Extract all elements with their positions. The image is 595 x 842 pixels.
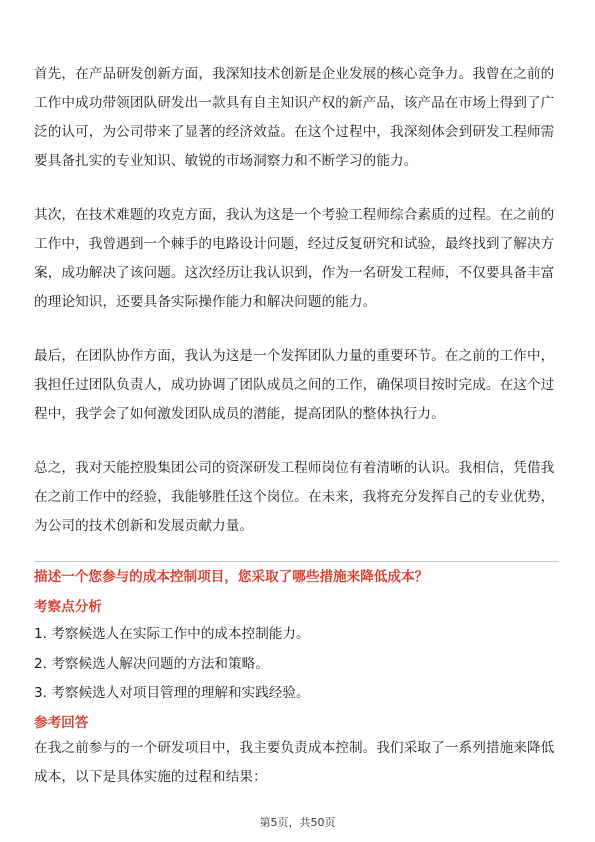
page-number: 第5页，共50页 — [259, 816, 336, 829]
analysis-item: 1. 考察候选人在实际工作中的成本控制能力。 — [34, 626, 310, 642]
paragraph-product-innovation: 首先，在产品研发创新方面，我深知技术创新是企业发展的核心竞争力。我曾在之前的工作中成功带领团队研发出一款具有自主知识产权的新产品，该产品在市场上得到了广泛的认可，为公司带来了显著的经济效益。在这个过程中，我深刻体会到研发工程师需要具备扎实的专业知识、敏锐的市场洞察力和不断学习的能力。 — [34, 66, 555, 169]
paragraph-technical-problems: 其次，在技术难题的攻克方面，我认为这是一个考验工程师综合素质的过程。在之前的工作中，我曾遇到一个棘手的电路设计问题，经过反复研究和试验，最终找到了解决方案，成功解决了该问题。这次经历让我认识到，作为一名研发工程师，不仅要具备丰富的理论知识，还要具备实际操作能力和解决问题的能力。 — [34, 207, 555, 310]
analysis-title: 考察点分析 — [34, 599, 102, 615]
section-divider — [34, 561, 559, 562]
interview-question: 描述一个您参与的成本控制项目，您采取了哪些措施来降低成本？ — [34, 569, 429, 585]
paragraph-team-collaboration: 最后，在团队协作方面，我认为这是一个发挥团队力量的重要环节。在之前的工作中，我担任过团队负责人，成功协调了团队成员之间的工作，确保项目按时完成。在这个过程中，我学会了如何激发团队成员的潜能，提高团队的整体执行力。 — [34, 348, 555, 422]
answer-title: 参考回答 — [34, 715, 89, 731]
answer-paragraph: 在我之前参与的一个研发项目中，我主要负责成本控制。我们采取了一系列措施来降低成本，以下是具体实施的过程和结果： — [34, 740, 555, 785]
analysis-item: 2. 考察候选人解决问题的方法和策略。 — [34, 656, 269, 672]
paragraph-conclusion: 总之，我对天能控股集团公司的资深研发工程师岗位有着清晰的认识。我相信，凭借我在之前工作中的经验，我能够胜任这个岗位。在未来，我将充分发挥自己的专业优势，为公司的技术创新和发展贡献力量。 — [34, 460, 555, 534]
analysis-item: 3. 考察候选人对项目管理的理解和实践经验。 — [34, 685, 310, 701]
